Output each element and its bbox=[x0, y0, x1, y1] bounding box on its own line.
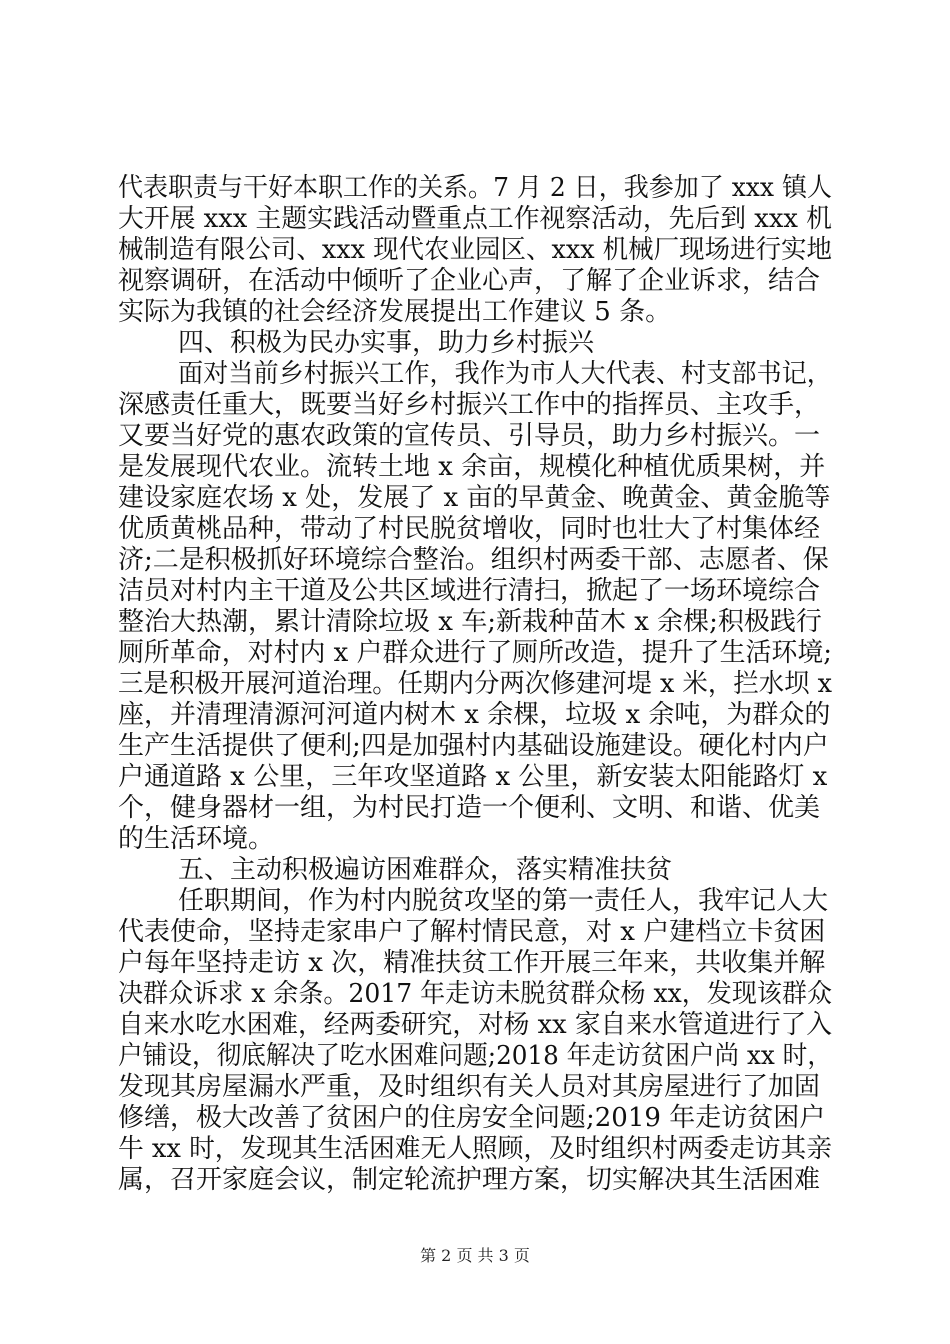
text-line-content: 的生活环境。 bbox=[118, 824, 275, 854]
text-line-content: 是发展现代农业。流转土地 x 余亩，规模化种植优质果树，并 bbox=[118, 452, 826, 482]
text-line-content: 整治大热潮，累计清除垃圾 x 车;新栽种苗木 x 余棵;积极践行 bbox=[118, 607, 822, 637]
text-line bbox=[0, 388, 950, 422]
text-line bbox=[0, 233, 950, 267]
text-line-content: 发现其房屋漏水严重，及时组织有关人员对其房屋进行了加固 bbox=[118, 1072, 821, 1102]
text-line bbox=[0, 1101, 950, 1135]
text-line bbox=[0, 884, 950, 918]
text-line-content: 生产生活提供了便利;四是加强村内基础设施建设。硬化村内户 bbox=[118, 731, 829, 761]
text-line bbox=[0, 1008, 950, 1042]
page-number-footer: 第 2 页 共 3 页 bbox=[420, 1246, 530, 1265]
text-line bbox=[0, 729, 950, 763]
text-line-content: 任职期间，作为村内脱贫攻坚的第一责任人，我牢记人大 bbox=[178, 886, 829, 916]
text-line-content: 济;二是积极抓好环境综合整治。组织村两委干部、志愿者、保 bbox=[118, 545, 829, 575]
text-line bbox=[0, 574, 950, 608]
text-line bbox=[0, 419, 950, 453]
text-line bbox=[0, 512, 950, 546]
section-heading bbox=[0, 326, 950, 360]
text-line-content: 大开展 xxx 主题实践活动暨重点工作视察活动，先后到 xxx 机 bbox=[118, 204, 833, 234]
section-heading-text: 四、积极为民办实事，助力乡村振兴 bbox=[178, 328, 595, 358]
text-line bbox=[0, 264, 950, 298]
text-line-content: 决群众诉求 x 余条。2017 年走访未脱贫群众杨 xx，发现该群众 bbox=[118, 979, 833, 1009]
text-line bbox=[0, 543, 950, 577]
text-line-content: 械制造有限公司、xxx 现代农业园区、xxx 机械厂现场进行实地 bbox=[118, 235, 833, 265]
text-line-content: 座，并清理清源河河道内树木 x 余棵，垃圾 x 余吨，为群众的 bbox=[118, 700, 831, 730]
text-line bbox=[0, 605, 950, 639]
text-line-content: 洁员对村内主干道及公共区域进行清扫，掀起了一场环境综合 bbox=[118, 576, 821, 606]
text-line-content: 户每年坚持走访 x 次，精准扶贫工作开展三年来，共收集并解 bbox=[118, 948, 826, 978]
section-heading-text: 五、主动积极遍访困难群众，落实精准扶贫 bbox=[178, 855, 673, 885]
text-line bbox=[0, 357, 950, 391]
text-line-content: 修缮，极大改善了贫困户的住房安全问题;2019 年走访贫困户 bbox=[118, 1103, 826, 1133]
text-line-content: 三是积极开展河道治理。任期内分两次修建河堤 x 米，拦水坝 x bbox=[118, 669, 832, 699]
text-line bbox=[0, 760, 950, 794]
text-line-content: 个，健身器材一组，为村民打造一个便利、文明、和谐、优美 bbox=[118, 793, 821, 823]
text-line-content: 代表使命，坚持走家串户了解村情民意，对 x 户建档立卡贫困 bbox=[118, 917, 826, 947]
text-line-content: 代表职责与干好本职工作的关系。7 月 2 日，我参加了 xxx 镇人 bbox=[118, 173, 832, 203]
text-line bbox=[0, 171, 950, 205]
text-line-content: 又要当好党的惠农政策的宣传员、引导员，助力乡村振兴。一 bbox=[118, 421, 821, 451]
text-line-content: 面对当前乡村振兴工作，我作为市人大代表、村支部书记， bbox=[178, 359, 832, 389]
text-line bbox=[0, 791, 950, 825]
text-line-content: 属，召开家庭会议，制定轮流护理方案，切实解决其生活困难 bbox=[118, 1165, 821, 1195]
text-line bbox=[0, 295, 950, 329]
text-line bbox=[0, 450, 950, 484]
text-line bbox=[0, 667, 950, 701]
text-line bbox=[0, 1132, 950, 1166]
text-line bbox=[0, 946, 950, 980]
text-line-content: 实际为我镇的社会经济发展提出工作建议 5 条。 bbox=[118, 297, 672, 327]
text-line-content: 视察调研，在活动中倾听了企业心声，了解了企业诉求，结合 bbox=[118, 266, 821, 296]
text-line-content: 厕所革命，对村内 x 户群众进行了厕所改造，提升了生活环境; bbox=[118, 638, 833, 668]
text-line bbox=[0, 698, 950, 732]
text-line bbox=[0, 636, 950, 670]
text-line-content: 户铺设，彻底解决了吃水困难问题;2018 年走访贫困户尚 xx 时， bbox=[118, 1041, 832, 1071]
text-line-content: 户通道路 x 公里，三年攻坚道路 x 公里，新安装太阳能路灯 x bbox=[118, 762, 828, 792]
text-line-content: 建设家庭农场 x 处，发展了 x 亩的早黄金、晚黄金、黄金脆等 bbox=[118, 483, 831, 513]
text-line-content: 牛 xx 时，发现其生活困难无人照顾，及时组织村两委走访其亲 bbox=[118, 1134, 832, 1164]
section-heading bbox=[0, 853, 950, 887]
text-line bbox=[0, 1039, 950, 1073]
text-line-content: 优质黄桃品种，带动了村民脱贫增收，同时也壮大了村集体经 bbox=[118, 514, 821, 544]
text-line bbox=[0, 977, 950, 1011]
text-line-content: 自来水吃水困难，经两委研究，对杨 xx 家自来水管道进行了入 bbox=[118, 1010, 832, 1040]
text-line-content: 深感责任重大，既要当好乡村振兴工作中的指挥员、主攻手， bbox=[118, 390, 821, 420]
text-line bbox=[0, 915, 950, 949]
text-line bbox=[0, 1163, 950, 1197]
text-line bbox=[0, 202, 950, 236]
text-line bbox=[0, 1070, 950, 1104]
text-line bbox=[0, 481, 950, 515]
text-line bbox=[0, 822, 950, 856]
